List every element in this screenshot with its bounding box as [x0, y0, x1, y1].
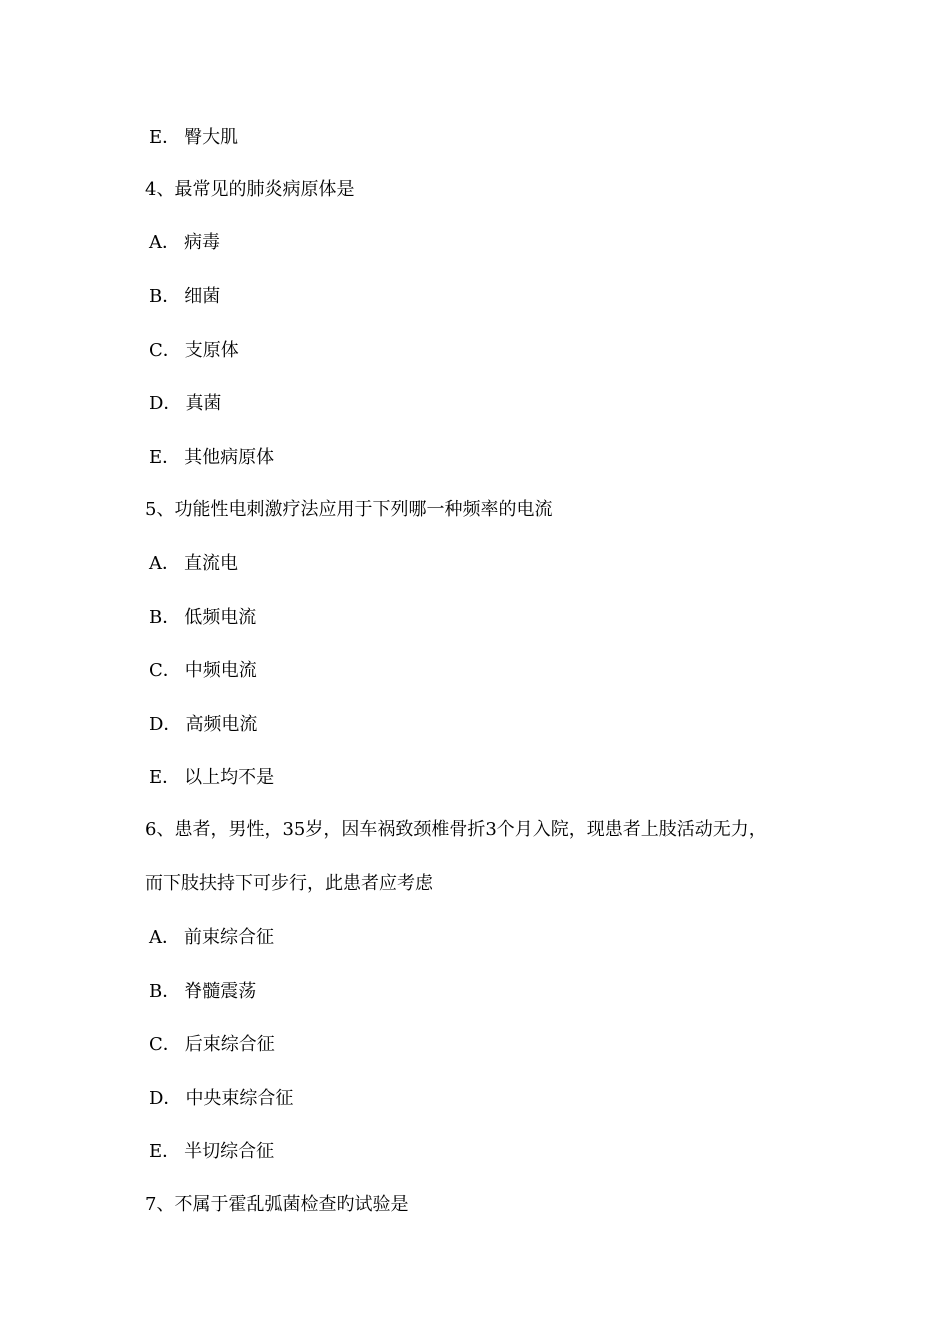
option-text: 低频电流	[184, 607, 257, 628]
option-d-q4	[149, 393, 221, 415]
option-b-q5	[149, 607, 256, 629]
option-label: B．	[149, 607, 181, 628]
option-e-q5	[149, 767, 274, 789]
option-label: C．	[149, 660, 181, 681]
option-text: 后束综合征	[184, 1034, 275, 1055]
option-label: E．	[149, 447, 181, 468]
option-label: D．	[149, 393, 182, 414]
option-b-q4	[149, 286, 220, 308]
question-5: 5、功能性电刺激疗法应用于下列哪一种频率的电流	[145, 499, 553, 520]
option-label: C．	[149, 340, 181, 361]
option-text: 前束综合征	[184, 927, 274, 948]
question-6-line-2: 而下肢扶持下可步行，此患者应考虑	[145, 873, 433, 894]
option-text: 高频电流	[185, 714, 258, 735]
option-label: B．	[149, 981, 181, 1002]
option-text: 其他病原体	[184, 447, 275, 468]
option-label: C．	[149, 1034, 181, 1055]
option-text: 以上均不是	[184, 767, 275, 788]
option-label: E．	[149, 127, 181, 148]
question-6-line-1: 6、患者，男性，35岁，因车祸致颈椎骨折3个月入院，现患者上肢活动无力，	[145, 819, 767, 840]
option-e-q4	[149, 447, 274, 469]
option-text: 中央束综合征	[185, 1088, 294, 1109]
option-label: A．	[149, 927, 180, 948]
option-d-q5	[149, 714, 257, 736]
option-label: D．	[149, 714, 182, 735]
option-label: E．	[149, 767, 181, 788]
option-text: 病毒	[184, 232, 220, 253]
option-text: 真菌	[185, 393, 222, 414]
question-4: 4、最常见的肺炎病原体是	[145, 179, 355, 200]
option-text: 半切综合征	[184, 1141, 275, 1162]
option-c-q5	[149, 660, 257, 682]
option-label: E．	[149, 1141, 181, 1162]
option-a-q6	[149, 927, 274, 949]
option-e-q3	[149, 127, 238, 149]
option-c-q4	[149, 340, 239, 362]
option-text: 细菌	[184, 286, 221, 307]
option-text: 直流电	[184, 553, 238, 574]
option-label: B．	[149, 286, 181, 307]
option-a-q5	[149, 553, 238, 575]
option-label: A．	[149, 232, 180, 253]
question-7: 7、不属于霍乱弧菌检查旳试验是	[145, 1194, 409, 1215]
option-text: 臀大肌	[184, 127, 239, 148]
option-d-q6	[149, 1088, 293, 1110]
option-label: D．	[149, 1088, 182, 1109]
option-text: 支原体	[184, 340, 239, 361]
option-e-q6	[149, 1141, 274, 1163]
option-a-q4	[149, 232, 220, 254]
option-c-q6	[149, 1034, 275, 1056]
option-b-q6	[149, 981, 256, 1003]
option-label: A．	[149, 553, 180, 574]
option-text: 脊髓震荡	[184, 981, 257, 1002]
option-text: 中频电流	[184, 660, 257, 681]
